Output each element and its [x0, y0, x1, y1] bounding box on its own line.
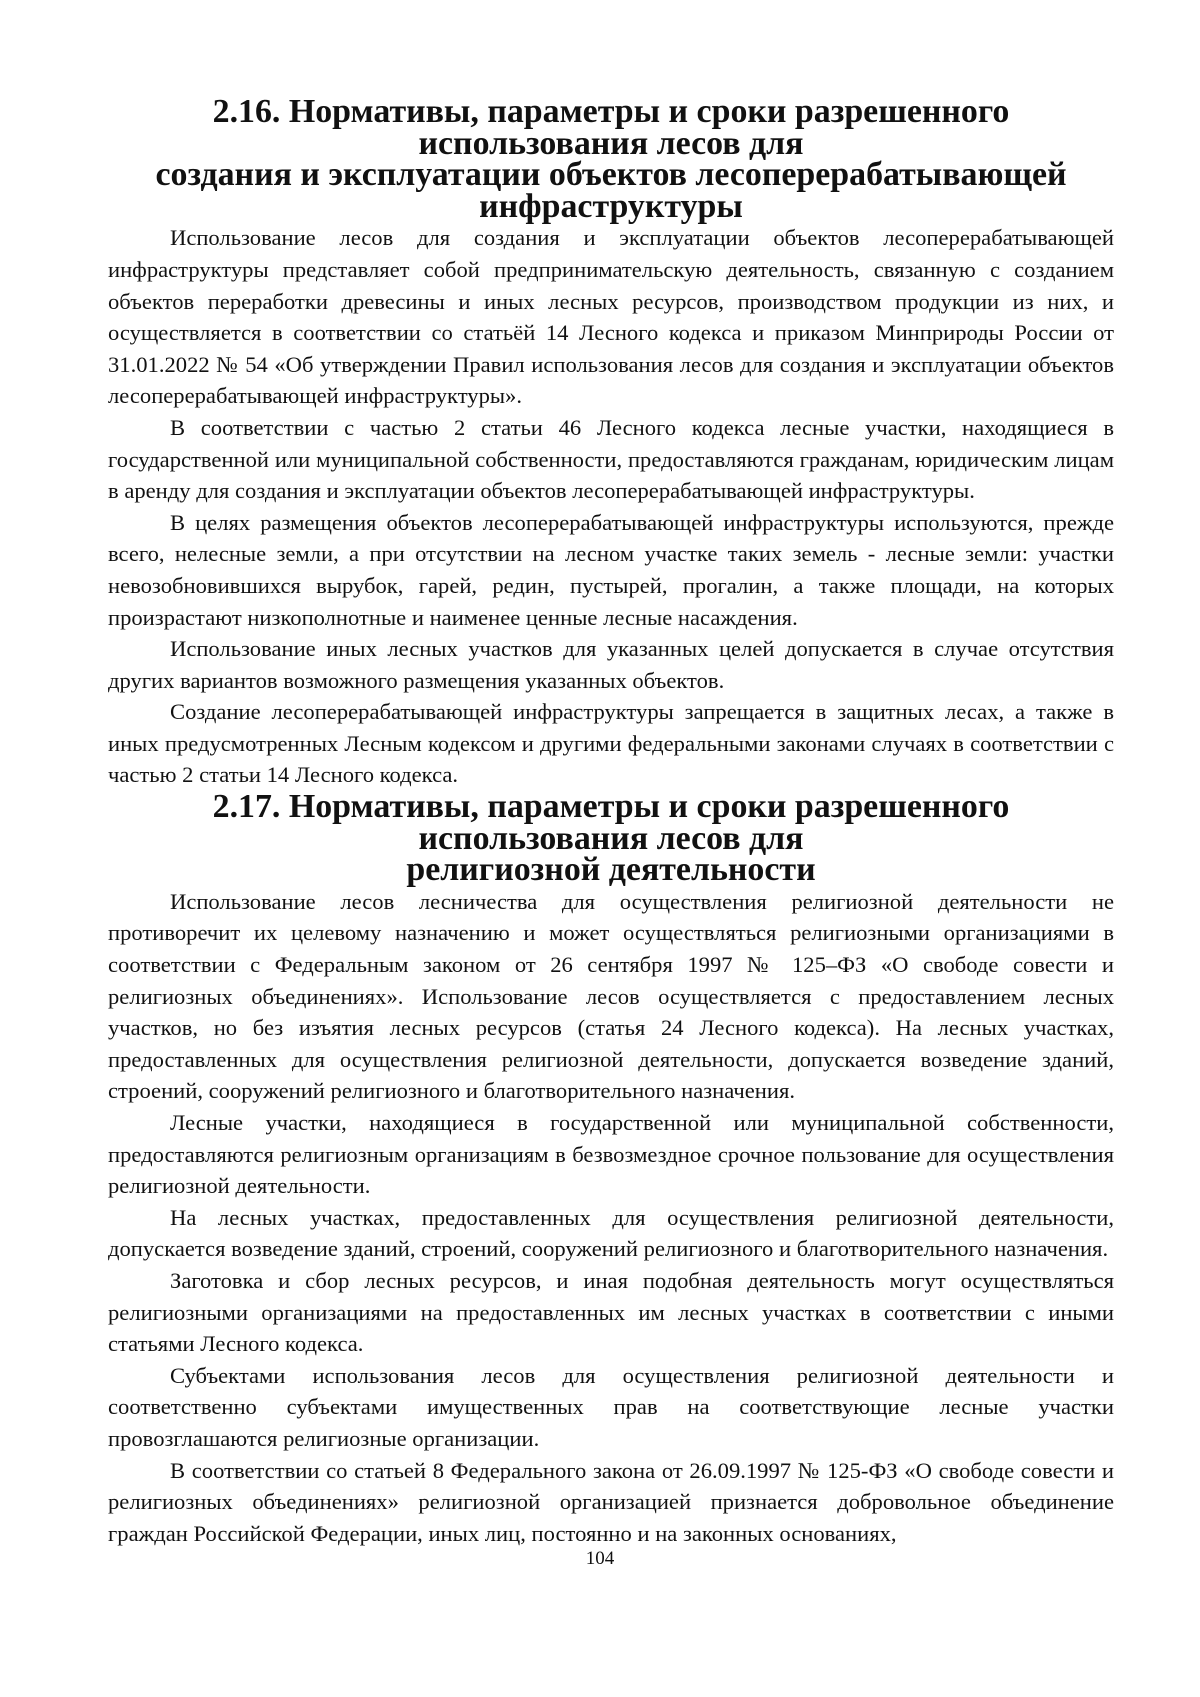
paragraph: Использование лесов для создания и эксплуатации объектов лесоперерабатывающей инфраструктуры представляет собой предпринимательскую деятельность, связанную с созданием объектов переработки древесины и иных лесных ресурсов, производством продукции из них, и осуществляется в соответствии со статьёй 14 Лесного кодекса и приказом Минприроды России от 31.01.2022 № 54 «Об утверждении Правил использования лесов для создания и эксплуатации объектов лесоперерабатывающей инфраструктуры».: [108, 225, 1114, 409]
section-heading: [108, 93, 1114, 225]
section-heading-line: 2.17. Нормативы, параметры и сроки разрешенного использования лесов для: [212, 788, 1010, 857]
paragraph: В соответствии со статьей 8 Федерального закона от 26.09.1997 № 125-ФЗ «О свободе совести и религиозных объединениях» религиозной организацией признается добровольное объединение граждан Российской Федерации, иных лиц, постоянно и на законных основаниях,: [108, 1457, 1114, 1546]
paragraph: На лесных участках, предоставленных для осуществления религиозной деятельности, допускается возведение зданий, строений, сооружений религиозного и благотворительного назначения.: [108, 1204, 1114, 1262]
paragraph: Субъектами использования лесов для осуществления религиозной деятельности и соответственно субъектами имущественных прав на соответствующие лесные участки провозглашаются религиозные организации.: [108, 1362, 1114, 1451]
section-heading-line: религиозной деятельности: [406, 851, 816, 889]
paragraph: Использование иных лесных участков для указанных целей допускается в случае отсутствия других вариантов возможного размещения указанных объектов.: [108, 636, 1114, 693]
paragraph: Заготовка и сбор лесных ресурсов, и иная подобная деятельность могут осуществляться религиозными организациями на предоставленных им лесных участках в соответствии с иными статьями Лесного кодекса.: [108, 1267, 1114, 1357]
paragraph: Создание лесоперерабатывающей инфраструктуры запрещается в защитных лесах, а также в иных предусмотренных Лесным кодексом и другими федеральными законами случаях в соответствии с частью 2 статьи 14 Лесного кодекса.: [108, 699, 1114, 788]
section-heading-line: 2.16. Нормативы, параметры и сроки разрешенного использования лесов для: [212, 93, 1010, 162]
paragraph: Использование лесов лесничества для осуществления религиозной деятельности не противоречит их целевому назначению и может осуществляться религиозными организациями в соответствии с Федеральным законом от 26 сентября 1997 № 125–ФЗ «О свободе совести и религиозных объединениях». Использование лесов осуществляется с предоставлением лесных участков, но без изъятия лесных ресурсов (статья 24 Лесного кодекса). На лесных участках, предоставленных для осуществления религиозной деятельности, допускается возведение зданий, строений, сооружений религиозного и благотворительного назначения.: [108, 888, 1114, 1104]
paragraph: В соответствии с частью 2 статьи 46 Лесного кодекса лесные участки, находящиеся в государственной или муниципальной собственности, предоставляются гражданам, юридическим лицам в аренду для создания и эксплуатации объектов лесоперерабатывающей инфраструктуры.: [108, 414, 1114, 504]
section-heading-line: создания и эксплуатации объектов лесоперерабатывающей инфраструктуры: [155, 156, 1067, 225]
section-heading: [108, 788, 1114, 889]
paragraph: В целях размещения объектов лесоперерабатывающей инфраструктуры используются, прежде всего, нелесные земли, а при отсутствии на лесном участке таких земель - лесные земли: участки невозобновившихся вырубок, гарей, редин, пустырей, прогалин, а также площади, на которых произрастают низкополнотные и наименее ценные лесные насаждения.: [108, 509, 1114, 630]
page-number: 104: [585, 1548, 615, 1569]
document-page: [108, 93, 1114, 1549]
paragraph: Лесные участки, находящиеся в государственной или муниципальной собственности, предоставляются религиозным организациям в безвозмездное срочное пользование для осуществления религиозной деятельности.: [108, 1110, 1114, 1199]
